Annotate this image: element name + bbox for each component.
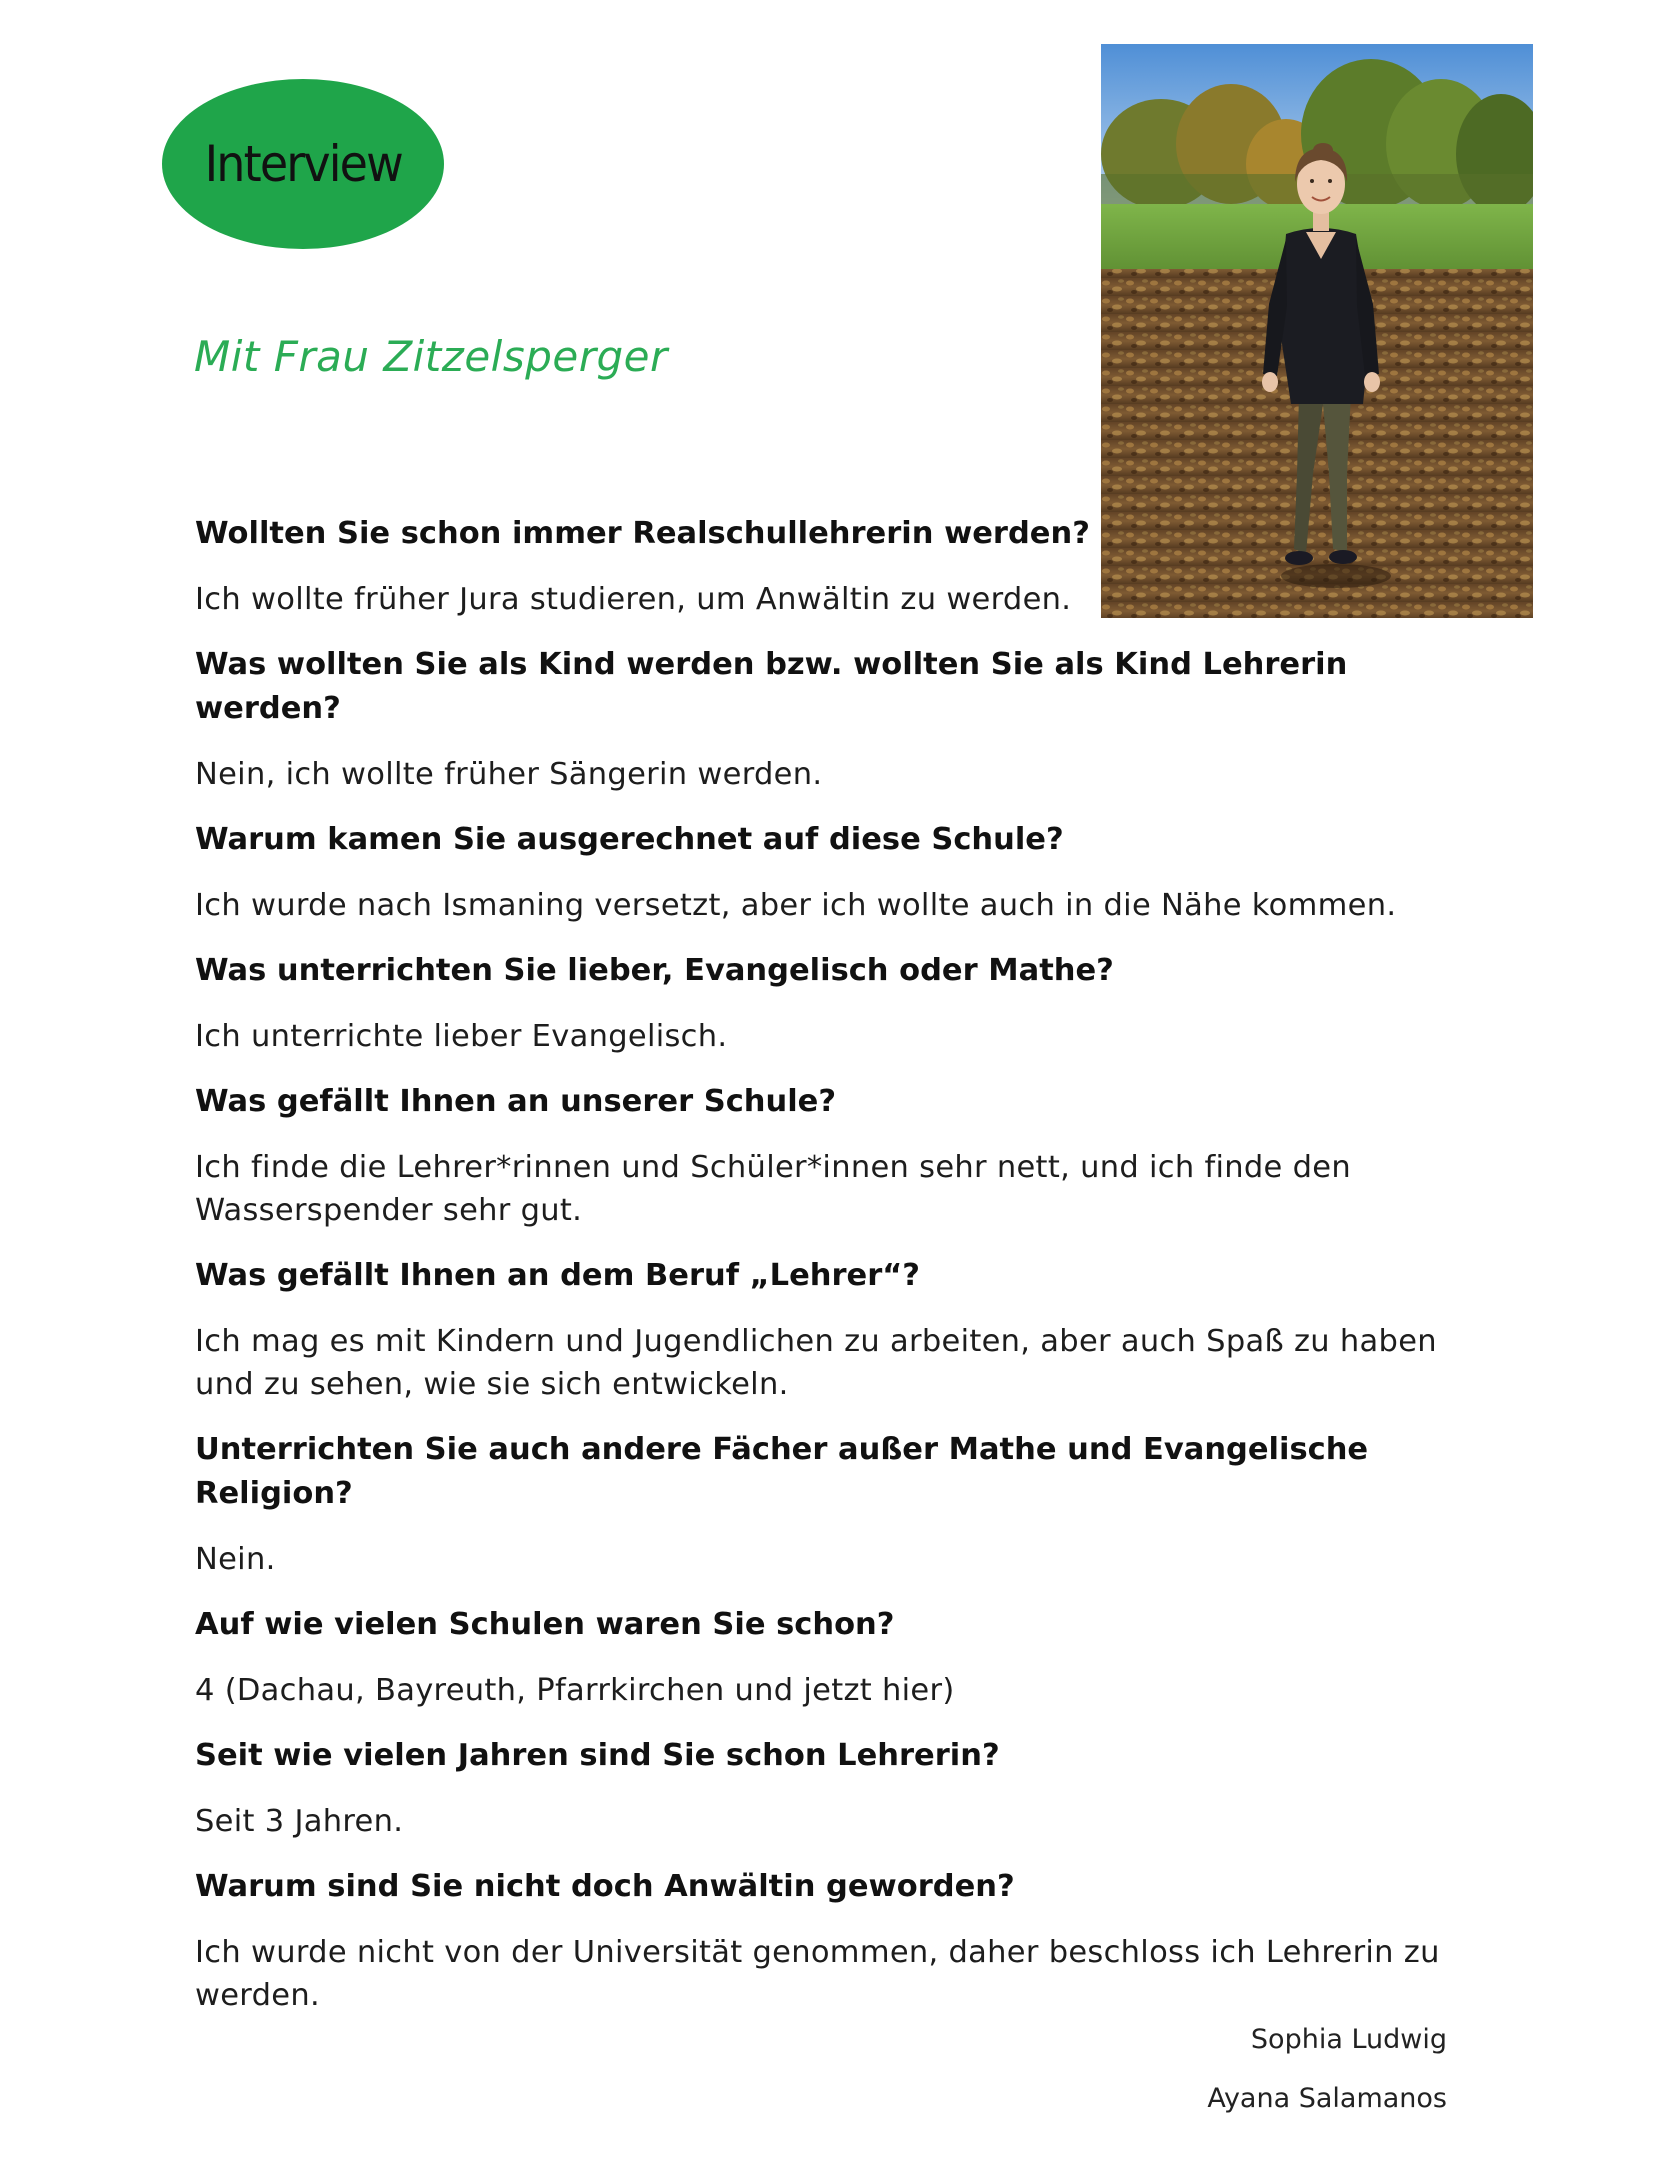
qa-item — [195, 1734, 1495, 1843]
question: Unterrichten Sie auch andere Fächer außer Mathe und Evangelische Religion? — [195, 1432, 1369, 1511]
question: Warum sind Sie nicht doch Anwältin geworden? — [195, 1869, 1015, 1904]
qa-item — [195, 1080, 1495, 1232]
answer: Nein. — [195, 1542, 276, 1577]
answer: 4 (Dachau, Bayreuth, Pfarrkirchen und jetzt hier) — [195, 1673, 955, 1708]
answer: Ich wurde nach Ismaning versetzt, aber ich wollte auch in die Nähe kommen. — [195, 888, 1397, 923]
interview-badge — [162, 79, 444, 249]
qa-item — [195, 643, 1495, 796]
answer: Nein, ich wollte früher Sängerin werden. — [195, 757, 823, 792]
answer: Ich finde die Lehrer*rinnen und Schüler*innen sehr nett, und ich finde den Wasserspender sehr gut. — [195, 1150, 1351, 1228]
question: Was gefällt Ihnen an unserer Schule? — [195, 1084, 837, 1119]
answer: Ich mag es mit Kindern und Jugendlichen zu arbeiten, aber auch Spaß zu haben und zu sehen, wie sie sich entwickeln. — [195, 1324, 1437, 1402]
qa-item — [195, 512, 1495, 621]
answer: Ich wurde nicht von der Universität genommen, daher beschloss ich Lehrerin zu werden. — [195, 1935, 1440, 2013]
qa-item — [195, 949, 1495, 1058]
qa-item — [195, 1865, 1495, 2017]
answer: Ich wollte früher Jura studieren, um Anwältin zu werden. — [195, 582, 1072, 617]
author-name: Ayana Salamanos — [1207, 2083, 1447, 2114]
badge-label: Interview — [204, 135, 402, 193]
qa-item — [195, 1603, 1495, 1712]
question: Wollten Sie schon immer Realschullehrerin werden? — [195, 516, 1090, 551]
answer: Seit 3 Jahren. — [195, 1804, 404, 1839]
authors — [1207, 2023, 1447, 2115]
answer: Ich unterrichte lieber Evangelisch. — [195, 1019, 728, 1054]
qa-item — [195, 1428, 1495, 1581]
question: Was unterrichten Sie lieber, Evangelisch oder Mathe? — [195, 953, 1114, 988]
question: Warum kamen Sie ausgerechnet auf diese Schule? — [195, 822, 1064, 857]
question: Was wollten Sie als Kind werden bzw. wollten Sie als Kind Lehrerin werden? — [195, 647, 1348, 726]
question: Seit wie vielen Jahren sind Sie schon Lehrerin? — [195, 1738, 1000, 1773]
qa-item — [195, 818, 1495, 927]
author-name: Sophia Ludwig — [1250, 2024, 1447, 2055]
interview-qa — [195, 512, 1495, 2039]
question: Auf wie vielen Schulen waren Sie schon? — [195, 1607, 895, 1642]
question: Was gefällt Ihnen an dem Beruf „Lehrer“? — [195, 1258, 920, 1293]
subtitle: Mit Frau Zitzelsperger — [194, 332, 668, 381]
qa-item — [195, 1254, 1495, 1406]
